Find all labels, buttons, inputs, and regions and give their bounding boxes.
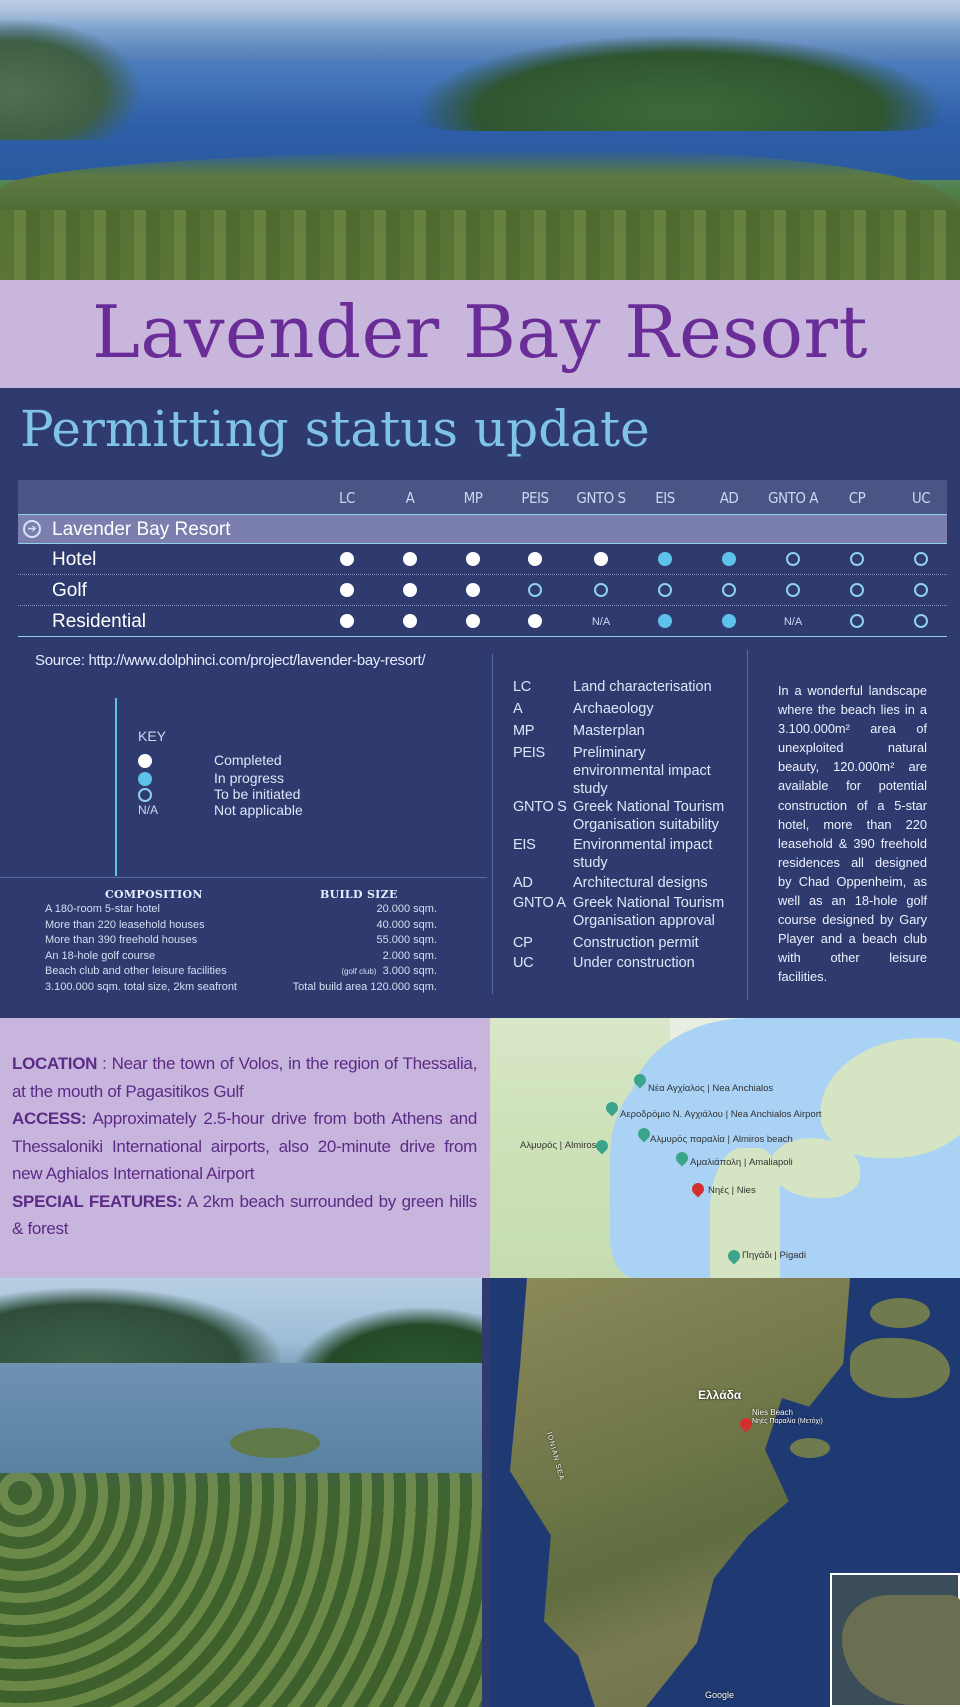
divider: [0, 877, 487, 878]
abbreviation-description: Preliminary environmental impact study: [573, 745, 711, 797]
status-initiated-icon: [901, 552, 941, 568]
status-initiated-icon: [645, 583, 685, 599]
area-map[interactable]: [490, 1018, 960, 1278]
section-heading: Permitting status update: [20, 400, 650, 458]
map-pin-icon[interactable]: [676, 1152, 688, 1168]
table-header: [18, 480, 947, 514]
page-title: Lavender Bay Resort: [92, 290, 868, 374]
key-label: In progress: [214, 770, 285, 786]
column-header: GNTO S: [576, 489, 626, 507]
composition-size-cell: [383, 950, 437, 962]
status-completed-icon: [453, 552, 493, 568]
abbreviation-code: MP: [513, 723, 535, 739]
composition-size-cell: [376, 903, 437, 915]
abbreviation-code: LC: [513, 679, 531, 695]
status-completed-icon: [390, 614, 430, 630]
abbreviation-description: Masterplan: [573, 723, 645, 739]
key-label: Not applicable: [214, 802, 303, 818]
info-text: [12, 1050, 477, 1243]
status-initiated-icon: [901, 614, 941, 630]
group-label: Lavender Bay Resort: [52, 519, 231, 540]
table-row[interactable]: [18, 544, 947, 575]
composition-size: 55.000 sqm.: [376, 934, 437, 946]
abbreviation-description: Architectural designs: [573, 875, 708, 891]
status-initiated-icon: [773, 552, 813, 568]
map-pin-icon[interactable]: [728, 1250, 740, 1266]
status-initiated-icon: [837, 552, 877, 568]
status-completed-icon: [515, 614, 555, 630]
composition-item: An 18-hole golf course: [45, 949, 156, 962]
project-description: In a wonderful landscape where the beach lies in a 3.100.000m² area of unexploited natural beauty, 120.000m² are available for potential construction of a 5-star hotel, more than 220 leasehold & 390 freehold residences all designed by Chad Oppenheim, as well as an 18-hole golf course designed by Gary Player and a beach club with other leisure facilities.: [778, 683, 927, 985]
status-na: N/A: [591, 616, 611, 628]
key-title: KEY: [138, 728, 167, 744]
arrow-right-icon: ➔: [23, 520, 41, 538]
composition-size-cell: [376, 919, 437, 931]
abbreviation-code: AD: [513, 875, 533, 891]
table-row[interactable]: [18, 606, 947, 637]
status-completed-icon: [327, 583, 367, 599]
column-header: MP: [463, 489, 483, 507]
key-item: [138, 752, 368, 770]
status-initiated-icon: [837, 583, 877, 599]
status-completed-icon: [327, 614, 367, 630]
map-label: Αεροδρόμιο Ν. Αγχιάλου | Nea Anchialos Airport: [620, 1109, 822, 1120]
key-label: Completed: [214, 752, 282, 768]
status-initiated-icon: [581, 583, 621, 599]
composition-item: 3.100.000 sqm. total size, 2km seafront: [45, 980, 237, 993]
abbreviation-description: Archaeology: [573, 701, 654, 717]
group-row[interactable]: [18, 514, 947, 544]
row-label: Residential: [52, 611, 146, 632]
column-header: UC: [911, 489, 931, 507]
abbreviation-code: GNTO S: [513, 799, 567, 815]
features-text: A 2km beach surrounded by green hills & forest: [12, 1191, 477, 1238]
abbreviation-description: Construction permit: [573, 935, 699, 951]
pin-sublabel: Νηές Παραλία (Μετόχι): [752, 1418, 823, 1425]
map-label: Αλμυρός | Almiros: [520, 1140, 597, 1151]
status-completed-icon: [390, 552, 430, 568]
table-row[interactable]: [18, 575, 947, 606]
features-label: SPECIAL FEATURES:: [12, 1191, 183, 1211]
column-header: PEIS: [521, 489, 549, 507]
key-item: [138, 802, 368, 820]
location-text: : Near the town of Volos, in the region of Thessalia, at the mouth of Pagasitikos Gulf: [12, 1054, 477, 1101]
hero-photo: [0, 0, 960, 280]
row-label: Golf: [52, 580, 87, 601]
satellite-map[interactable]: [490, 1278, 960, 1707]
map-label: Νηές | Nies: [708, 1185, 756, 1196]
composition-row: [40, 950, 440, 965]
key-na-symbol: N/A: [138, 803, 159, 817]
key-completed-icon: [138, 754, 152, 768]
attribution: Google: [705, 1690, 735, 1700]
abbreviation-description: Greek National Tourism Organisation approval: [573, 895, 725, 929]
composition-size: 3.000 sqm.: [382, 965, 437, 977]
abbreviation-code: A: [513, 701, 523, 717]
column-header: GNTO A: [768, 489, 818, 507]
abbreviation-code: GNTO A: [513, 895, 566, 911]
composition-item: Beach club and other leisure facilities: [45, 965, 227, 977]
composition-size-cell: [293, 981, 437, 993]
abbreviation-code: CP: [513, 935, 533, 951]
composition-row: [40, 981, 440, 996]
map-label: Πηγάδι | Pigadi: [742, 1250, 806, 1261]
status-progress-icon: [645, 614, 685, 630]
access-text: Approximately 2.5-hour drive from both Athens and Thessaloniki International airports, also 20-minute drive from new Aghialos International Airport: [12, 1109, 477, 1183]
status-completed-icon: [515, 552, 555, 568]
title-band: [0, 280, 960, 388]
map-label: Αλμυρός παραλία | Almiros beach: [650, 1134, 793, 1145]
status-initiated-icon: [515, 583, 555, 599]
abbreviation-description: Land characterisation: [573, 679, 712, 695]
status-completed-icon: [581, 552, 621, 568]
map-pin-icon[interactable]: [596, 1140, 608, 1156]
pin-label: Nies Beach: [752, 1408, 793, 1417]
abbreviation-code: EIS: [513, 837, 536, 853]
composition-size-cell: [376, 934, 437, 946]
status-initiated-icon: [901, 583, 941, 599]
status-table: [18, 480, 947, 637]
composition-size: 2.000 sqm.: [382, 949, 437, 962]
status-initiated-icon: [709, 583, 749, 599]
inset-map[interactable]: [830, 1573, 960, 1707]
composition-row: [40, 965, 440, 980]
abbreviation-description: Environmental impact study: [573, 837, 713, 871]
key-progress-icon: [138, 772, 152, 786]
sea-label: IONIAN SEA: [545, 1431, 565, 1482]
divider: [492, 654, 493, 994]
status-completed-icon: [390, 583, 430, 599]
composition-row: [40, 903, 440, 918]
composition-size: 20.000 sqm.: [376, 903, 437, 915]
map-pin-icon[interactable]: [638, 1128, 650, 1144]
info-panel: [0, 1018, 490, 1278]
map-label: Νέα Αγχίαλος | Nea Anchialos: [648, 1083, 774, 1094]
divider: [747, 650, 748, 1000]
composition-item: More than 390 freehold houses: [45, 934, 198, 946]
status-initiated-icon: [837, 614, 877, 630]
map-label: Αμαλιάπολη | Amaliapoli: [690, 1157, 793, 1168]
abbreviation-description: Greek National Tourism Organisation suitability: [573, 799, 725, 833]
map-pin-icon[interactable]: [740, 1418, 752, 1434]
map-pin-icon[interactable]: [692, 1183, 704, 1199]
permitting-section: [0, 388, 960, 1018]
bay-photo: [0, 1278, 482, 1707]
composition-size: Total build area 120.000 sqm.: [292, 980, 437, 993]
composition-row: [40, 919, 440, 934]
map-pin-icon[interactable]: [606, 1102, 618, 1118]
composition-heading: COMPOSITION: [105, 888, 203, 901]
source-text: Source: http://www.dolphinci.com/project/lavender-bay-resort/: [35, 652, 426, 669]
status-completed-icon: [453, 614, 493, 630]
status-na: N/A: [783, 616, 803, 628]
status-completed-icon: [327, 552, 367, 568]
column-header: CP: [848, 489, 866, 507]
composition-item: A 180-room 5-star hotel: [45, 903, 160, 915]
access-label: ACCESS:: [12, 1109, 87, 1128]
status-progress-icon: [645, 552, 685, 568]
abbreviation-description: Under construction: [573, 955, 695, 971]
map-pin-icon[interactable]: [634, 1074, 646, 1090]
column-header: EIS: [655, 489, 675, 507]
composition-size-cell: [341, 965, 437, 977]
composition-note: (golf club): [341, 967, 377, 976]
status-initiated-icon: [773, 583, 813, 599]
status-progress-icon: [709, 552, 749, 568]
build-size-heading: BUILD SIZE: [320, 888, 398, 901]
composition-item: More than 220 leasehold houses: [45, 918, 205, 931]
status-completed-icon: [453, 583, 493, 599]
country-label: Ελλάδα: [698, 1388, 742, 1402]
row-label: Hotel: [52, 549, 97, 570]
column-header: A: [405, 489, 415, 507]
key-initiated-icon: [138, 788, 152, 802]
status-progress-icon: [709, 614, 749, 630]
column-header: LC: [339, 489, 355, 507]
location-label: LOCATION: [12, 1054, 98, 1073]
key-legend: [115, 698, 365, 876]
column-header: AD: [719, 489, 739, 507]
abbreviation-code: PEIS: [513, 745, 545, 761]
composition-size: 40.000 sqm.: [376, 918, 437, 931]
abbreviation-code: UC: [513, 955, 534, 971]
composition-row: [40, 934, 440, 949]
key-label: To be initiated: [214, 786, 301, 802]
